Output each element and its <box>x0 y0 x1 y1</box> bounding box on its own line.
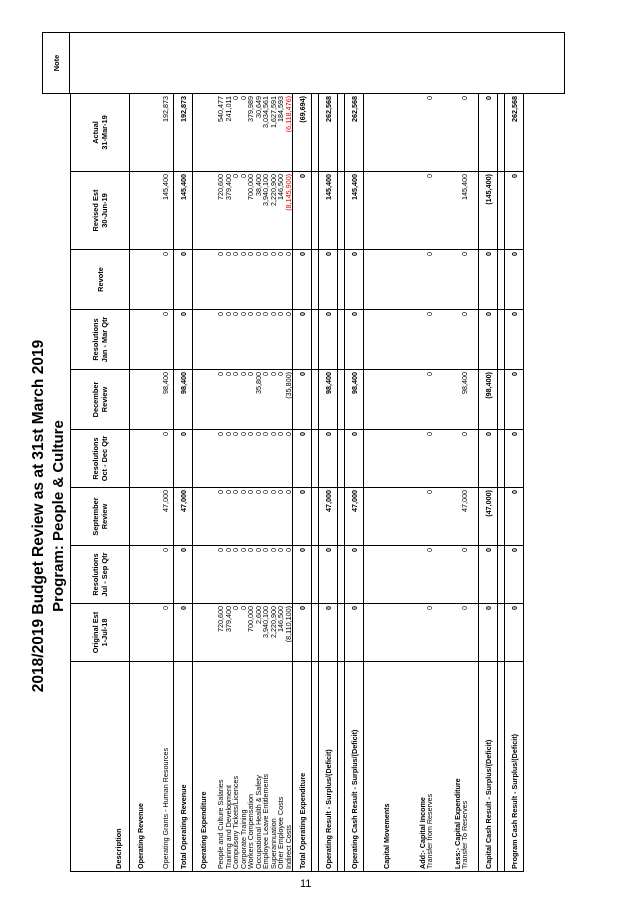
expense-label: Superannuation <box>268 818 278 869</box>
value-cell: 0 <box>293 488 312 546</box>
expense-value: 379,989 <box>246 96 255 122</box>
value-cell: (47,000) <box>479 488 498 546</box>
value-cell: 262,568 <box>505 94 524 172</box>
value-cell: 0 <box>174 430 193 488</box>
expense-value: 379,400 <box>223 174 233 200</box>
expense-value: 0 <box>276 252 285 256</box>
expense-value: 0 <box>246 312 255 316</box>
expense-values <box>213 94 293 172</box>
expense-value: 0 <box>216 548 225 552</box>
value-cell: 0 <box>437 94 472 172</box>
expense-labels <box>213 662 293 872</box>
value-cell: 0 <box>437 250 472 310</box>
value-cell: 47,000 <box>319 488 338 546</box>
expense-label: Indirect Costs <box>283 825 293 869</box>
expense-values <box>213 172 293 250</box>
expense-value: 0 <box>283 312 293 316</box>
expense-value: 2,220,900 <box>268 606 278 638</box>
value-cell: 0 <box>174 604 193 662</box>
section-operating-expenditure <box>193 94 214 872</box>
value-cell: 0 <box>293 250 312 310</box>
expense-value: 0 <box>261 490 270 494</box>
expense-value: 0 <box>223 372 233 376</box>
expense-value: 0 <box>283 432 293 436</box>
col-december-review: December Review <box>71 370 130 430</box>
value-cell: 0 <box>345 546 364 604</box>
expense-value: 0 <box>238 606 248 610</box>
value-cell: 145,400 <box>150 172 174 250</box>
value-cell: 0 <box>293 430 312 488</box>
value-cell: 145,400 <box>319 172 338 250</box>
expense-value: 184,593 <box>276 96 285 122</box>
report-title: 2018/2019 Budget Review as at 31st March 2019 <box>30 339 47 693</box>
row-label <box>437 662 472 872</box>
expense-values <box>213 370 293 430</box>
expense-value: 146,500 <box>276 606 285 632</box>
value-cell: 0 <box>345 310 364 370</box>
expense-value: 0 <box>276 372 285 376</box>
expense-value: 0 <box>261 372 270 376</box>
expense-block <box>213 94 293 872</box>
row-label <box>402 662 437 872</box>
value-cell: 0 <box>345 430 364 488</box>
value-cell: 47,000 <box>174 488 193 546</box>
expense-value: 700,000 <box>246 606 255 632</box>
expense-value: 241,011 <box>223 96 233 122</box>
expense-value: 0 <box>268 490 278 494</box>
value-cell: 0 <box>402 250 437 310</box>
program-subtitle: Program: People & Culture <box>50 420 67 612</box>
value-cell: 0 <box>293 310 312 370</box>
note-cell <box>70 33 511 94</box>
expense-values <box>213 546 293 604</box>
value-cell: 98,400 <box>150 370 174 430</box>
value-cell: 0 <box>479 430 498 488</box>
expense-value: 2,220,900 <box>268 174 278 206</box>
row-label: Capital Cash Result - Surplus/(Deficit) <box>479 662 498 872</box>
total-row <box>319 94 338 872</box>
sub-label: Transfer from Reserves <box>425 793 435 869</box>
expense-value: 38,400 <box>253 174 263 196</box>
expense-value: 0 <box>246 432 255 436</box>
row-label: Operating Result - Surplus/(Deficit) <box>319 662 338 872</box>
col-original-est: Original Est 1-Jul-18 <box>71 604 130 662</box>
expense-value: 0 <box>238 96 248 100</box>
expense-value: 0 <box>261 432 270 436</box>
expense-value: 0 <box>238 252 248 256</box>
expense-value: (8,145,900) <box>283 174 293 211</box>
value-cell: 0 <box>174 310 193 370</box>
row-label: Total Operating Expenditure <box>293 662 312 872</box>
col-september-review: September Review <box>71 488 130 546</box>
expense-value: 0 <box>238 432 248 436</box>
expense-value: 0 <box>283 252 293 256</box>
expense-value: 0 <box>231 490 240 494</box>
expense-value: 0 <box>216 252 225 256</box>
row-label: Operating Grants - Human Resources <box>150 662 174 872</box>
expense-value: 0 <box>223 252 233 256</box>
expense-label: Workers Compensation <box>246 794 255 869</box>
table-row <box>437 94 472 872</box>
expense-value: 0 <box>253 490 263 494</box>
expense-value: 0 <box>246 372 255 376</box>
header-row <box>71 94 130 872</box>
value-cell: 0 <box>319 310 338 370</box>
expense-label: Training and Development <box>223 784 233 869</box>
value-cell: 98,400 <box>345 370 364 430</box>
expense-value: 0 <box>238 312 248 316</box>
expense-value: 0 <box>231 372 240 376</box>
row-label: Operating Cash Result - Surplus/(Deficit) <box>345 662 364 872</box>
expense-value: 0 <box>238 174 248 178</box>
expense-value: 2,600 <box>253 606 263 624</box>
expense-value: 3,940,100 <box>261 174 270 206</box>
value-cell: (69,694) <box>293 94 312 172</box>
value-cell: 0 <box>437 604 472 662</box>
expense-value: 0 <box>268 252 278 256</box>
title-block <box>28 160 68 872</box>
expense-value: 0 <box>216 490 225 494</box>
value-cell: 0 <box>437 310 472 370</box>
expense-value: 0 <box>223 490 233 494</box>
value-cell: 0 <box>150 546 174 604</box>
value-cell: 0 <box>479 310 498 370</box>
expense-value: 35,800 <box>253 372 263 394</box>
expense-value: 0 <box>246 252 255 256</box>
value-cell: 0 <box>505 546 524 604</box>
sub-heading: Less:- Capital Expenditure <box>452 778 462 869</box>
value-cell: 0 <box>402 94 437 172</box>
value-cell: 0 <box>437 430 472 488</box>
value-cell: 0 <box>402 604 437 662</box>
value-cell: 47,000 <box>345 488 364 546</box>
value-cell: 0 <box>505 488 524 546</box>
value-cell: 0 <box>505 172 524 250</box>
expense-value: (6,118,476) <box>283 96 293 133</box>
expense-value: 0 <box>238 548 248 552</box>
total-row <box>345 94 364 872</box>
value-cell: 0 <box>402 172 437 250</box>
expense-value: 0 <box>231 174 240 178</box>
value-cell: 0 <box>505 604 524 662</box>
section-operating-revenue <box>130 94 151 872</box>
value-cell: 0 <box>293 546 312 604</box>
total-row <box>174 94 193 872</box>
expense-value: 0 <box>216 312 225 316</box>
expense-value: 0 <box>231 432 240 436</box>
expense-value: 0 <box>276 432 285 436</box>
expense-value: 0 <box>253 548 263 552</box>
value-cell: 0 <box>150 310 174 370</box>
expense-value: (35,800) <box>283 372 293 399</box>
col-res-jan-mar: Resolutions Jan - Mar Qtr <box>71 310 130 370</box>
value-cell: (145,400) <box>479 172 498 250</box>
value-cell: 0 <box>505 430 524 488</box>
col-revote: Revote <box>71 250 130 310</box>
col-revised-est: Revised Est 30-Jun-19 <box>71 172 130 250</box>
value-cell: 0 <box>174 250 193 310</box>
expense-value: 0 <box>231 548 240 552</box>
section-heading: Operating Expenditure <box>193 662 214 872</box>
expense-value: 0 <box>216 372 225 376</box>
value-cell: 0 <box>402 488 437 546</box>
value-cell: 192,873 <box>150 94 174 172</box>
expense-value: 0 <box>238 372 248 376</box>
value-cell: 262,568 <box>319 94 338 172</box>
value-cell: 0 <box>402 310 437 370</box>
value-cell: 0 <box>479 94 498 172</box>
expense-value: 0 <box>231 96 240 100</box>
total-row <box>479 94 498 872</box>
expense-value: 0 <box>223 432 233 436</box>
value-cell: 145,400 <box>345 172 364 250</box>
expense-values <box>213 310 293 370</box>
rotated-page <box>28 32 606 872</box>
expense-value: 3,940,100 <box>261 606 270 638</box>
expense-value: 146,500 <box>276 174 285 200</box>
expense-value: 0 <box>246 548 255 552</box>
expense-value: 0 <box>283 548 293 552</box>
sub-heading: Add:- Capital Income <box>417 797 427 869</box>
col-res-oct-dec: Resolutions Oct - Dec Qtr <box>71 430 130 488</box>
expense-value: 0 <box>231 606 240 610</box>
expense-value: 0 <box>246 490 255 494</box>
value-cell: 0 <box>150 250 174 310</box>
expense-value: 0 <box>276 490 285 494</box>
expense-value: 0 <box>231 252 240 256</box>
value-cell: 192,873 <box>174 94 193 172</box>
value-cell: 0 <box>319 604 338 662</box>
expense-value: 540,477 <box>216 96 225 122</box>
expense-value: 0 <box>261 548 270 552</box>
value-cell: 0 <box>505 250 524 310</box>
row-label: Program Cash Result - Surplus/(Deficit) <box>505 662 524 872</box>
expense-values <box>213 250 293 310</box>
value-cell: 145,400 <box>437 172 472 250</box>
total-row <box>293 94 312 872</box>
table-row <box>402 94 437 872</box>
section-heading: Capital Movements <box>370 662 402 872</box>
value-cell: 0 <box>402 546 437 604</box>
section-capital-movements <box>370 94 402 872</box>
value-cell: 0 <box>505 370 524 430</box>
expense-value: 0 <box>223 312 233 316</box>
expense-value: 379,400 <box>223 606 233 632</box>
value-cell: 0 <box>174 546 193 604</box>
value-cell: 0 <box>345 250 364 310</box>
expense-value: 0 <box>268 548 278 552</box>
col-actual: Actual 31-Mar-19 <box>71 94 130 172</box>
expense-label: People and Culture Salaries <box>216 779 225 869</box>
value-cell: 98,400 <box>319 370 338 430</box>
value-cell: 0 <box>345 604 364 662</box>
expense-value: 0 <box>283 490 293 494</box>
expense-value: 0 <box>253 312 263 316</box>
expense-value: 0 <box>216 432 225 436</box>
expense-values <box>213 430 293 488</box>
value-cell: 47,000 <box>150 488 174 546</box>
value-cell: 0 <box>479 250 498 310</box>
expense-value: 0 <box>268 432 278 436</box>
col-res-jul-sep: Resolutions Jul - Sep Qtr <box>71 546 130 604</box>
value-cell: 0 <box>150 430 174 488</box>
value-cell: 0 <box>150 604 174 662</box>
expense-value: 700,000 <box>246 174 255 200</box>
value-cell: 47,000 <box>437 488 472 546</box>
expense-value: 30,649 <box>253 96 263 118</box>
expense-value: 0 <box>268 312 278 316</box>
budget-table <box>70 93 524 872</box>
value-cell: 262,568 <box>345 94 364 172</box>
expense-value: 720,600 <box>216 606 225 632</box>
value-cell: 0 <box>402 430 437 488</box>
expense-value: 0 <box>276 312 285 316</box>
value-cell: 0 <box>479 546 498 604</box>
expense-value: 0 <box>238 490 248 494</box>
expense-values <box>213 604 293 662</box>
expense-value: 720,600 <box>216 174 225 200</box>
value-cell: 0 <box>319 250 338 310</box>
expense-value: 0 <box>253 432 263 436</box>
expense-value: 0 <box>253 252 263 256</box>
expense-value: 0 <box>223 548 233 552</box>
value-cell: 0 <box>293 172 312 250</box>
expense-values <box>213 488 293 546</box>
note-column <box>42 32 565 94</box>
expense-label: Other Employee Costs <box>276 796 285 869</box>
note-cell <box>510 33 565 94</box>
expense-label: Employee Leave Entitlements <box>261 773 270 869</box>
expense-value: 0 <box>261 312 270 316</box>
value-cell: 0 <box>402 370 437 430</box>
table-row <box>150 94 174 872</box>
section-heading: Operating Revenue <box>130 662 151 872</box>
value-cell: 0 <box>479 604 498 662</box>
value-cell: 145,400 <box>174 172 193 250</box>
row-label: Total Operating Revenue <box>174 662 193 872</box>
expense-label: Compulsory Tickets/Licences <box>231 775 240 869</box>
expense-value: 0 <box>268 372 278 376</box>
expense-label: Occupational Health & Safety <box>253 775 263 869</box>
col-description: Description <box>71 662 130 872</box>
expense-value: 0 <box>231 312 240 316</box>
expense-value: 1,627,591 <box>268 96 278 128</box>
note-header: Note <box>43 33 70 94</box>
value-cell: (98,400) <box>479 370 498 430</box>
value-cell: 0 <box>505 310 524 370</box>
expense-value: 0 <box>261 252 270 256</box>
value-cell: 0 <box>293 370 312 430</box>
sub-label: Transfer To Reserves <box>460 800 470 869</box>
value-cell: 98,400 <box>437 370 472 430</box>
expense-value: (8,110,100) <box>283 606 293 643</box>
value-cell: 0 <box>319 430 338 488</box>
expense-label: Corporate Training <box>238 809 248 869</box>
value-cell: 0 <box>319 546 338 604</box>
total-row <box>505 94 524 872</box>
expense-value: 3,034,561 <box>261 96 270 128</box>
expense-value: 0 <box>276 548 285 552</box>
value-cell: 0 <box>293 604 312 662</box>
value-cell: 0 <box>437 546 472 604</box>
page-number: 11 <box>300 878 312 890</box>
value-cell: 98,400 <box>174 370 193 430</box>
